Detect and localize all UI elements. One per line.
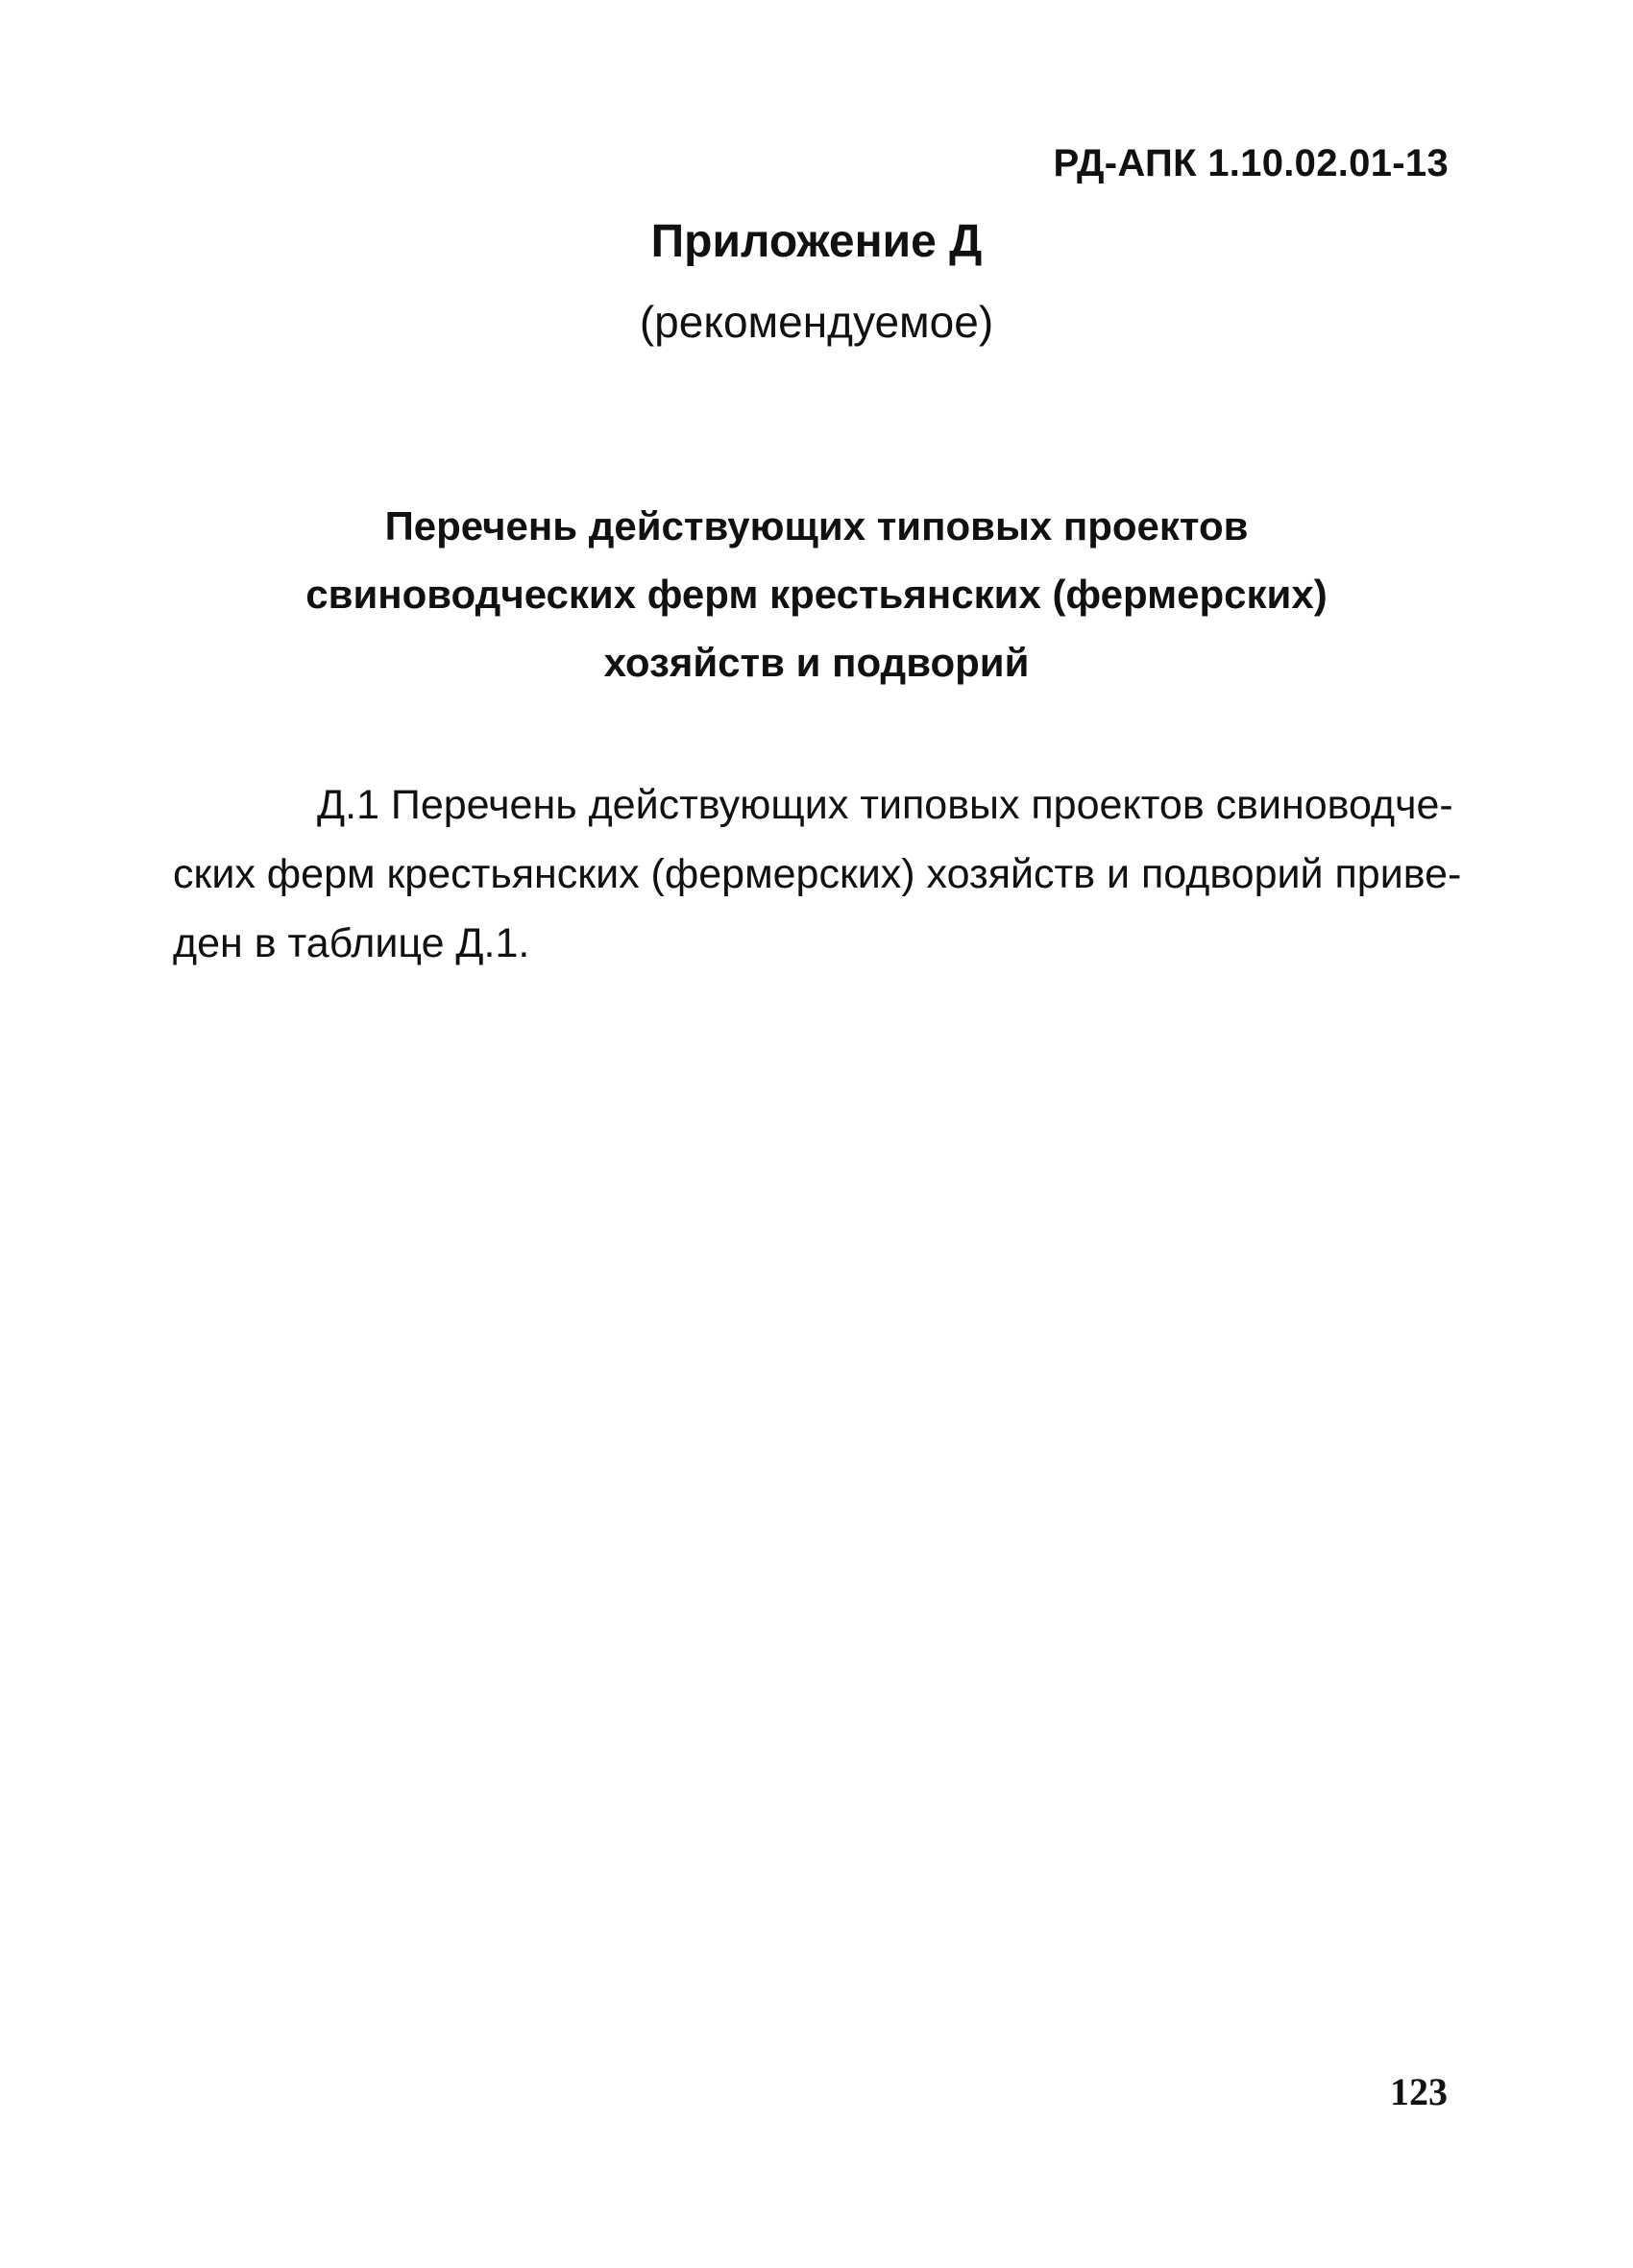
section-heading-line: Перечень действующих типовых проектов (384, 503, 1249, 549)
paragraph-line: ден в таблице Д.1. (173, 920, 530, 966)
body-paragraph (173, 770, 1462, 978)
section-heading-line: свиноводческих ферм крестьянских (фермерских) (305, 572, 1328, 617)
appendix-status: (рекомендуемое) (639, 297, 994, 347)
page-number: 123 (1390, 2070, 1448, 2113)
section-heading (0, 492, 1633, 696)
section-heading-line: хозяйств и подворий (603, 640, 1030, 685)
paragraph-line: ских ферм крестьянских (фермерских) хозяйств и подворий приве- (173, 851, 1462, 897)
paragraph-line: Д.1 Перечень действующих типовых проектов свиноводче- (317, 782, 1453, 828)
appendix-title: Приложение Д (650, 216, 983, 267)
document-code: РД-АПК 1.10.02.01-13 (1053, 142, 1449, 184)
